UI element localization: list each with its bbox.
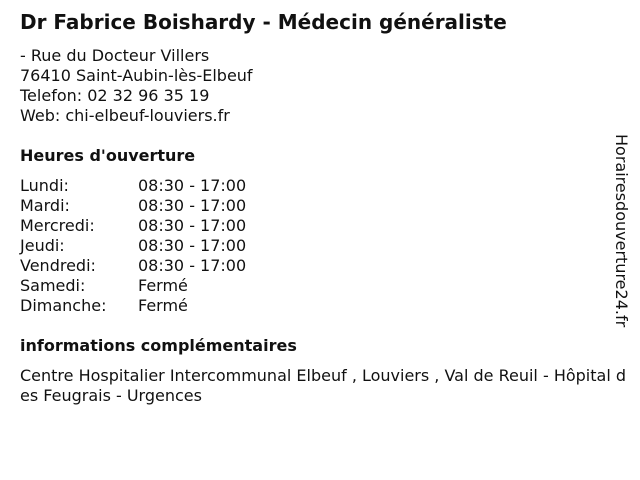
day-time: 08:30 - 17:00 — [138, 216, 247, 235]
address-street: - Rue du Docteur Villers — [20, 46, 210, 65]
day-label: Jeudi: — [20, 236, 65, 255]
day-time: 08:30 - 17:00 — [138, 236, 247, 255]
hours-row-saturday — [20, 276, 620, 296]
day-label: Lundi: — [20, 176, 69, 195]
day-time: 08:30 - 17:00 — [138, 176, 247, 195]
address-block — [20, 46, 620, 126]
day-time: 08:30 - 17:00 — [138, 256, 247, 275]
address-city: 76410 Saint-Aubin-lès-Elbeuf — [20, 66, 253, 85]
website-link[interactable]: Web: chi-elbeuf-louviers.fr — [20, 106, 230, 125]
additional-info-heading: informations complémentaires — [20, 336, 297, 355]
hours-row-thursday — [20, 236, 620, 256]
day-time: Fermé — [138, 296, 188, 315]
hours-row-sunday — [20, 296, 620, 316]
opening-hours-list — [20, 176, 620, 316]
day-label: Vendredi: — [20, 256, 96, 275]
hours-row-tuesday — [20, 196, 620, 216]
page-title: Dr Fabrice Boishardy - Médecin généraliste — [20, 10, 507, 34]
additional-info-text: Centre Hospitalier Intercommunal Elbeuf , Louviers , Val de Reuil - Hôpital des Feugrais - Urgences — [20, 366, 627, 405]
hours-row-friday — [20, 256, 620, 276]
hours-row-monday — [20, 176, 620, 196]
site-watermark: Horairesdouverture24.fr — [612, 134, 631, 328]
opening-hours-heading: Heures d'ouverture — [20, 146, 196, 165]
phone-number: Telefon: 02 32 96 35 19 — [20, 86, 210, 105]
day-label: Samedi: — [20, 276, 86, 295]
day-label: Dimanche: — [20, 296, 107, 315]
day-label: Mercredi: — [20, 216, 95, 235]
day-time: Fermé — [138, 276, 188, 295]
hours-row-wednesday — [20, 216, 620, 236]
day-label: Mardi: — [20, 196, 70, 215]
day-time: 08:30 - 17:00 — [138, 196, 247, 215]
